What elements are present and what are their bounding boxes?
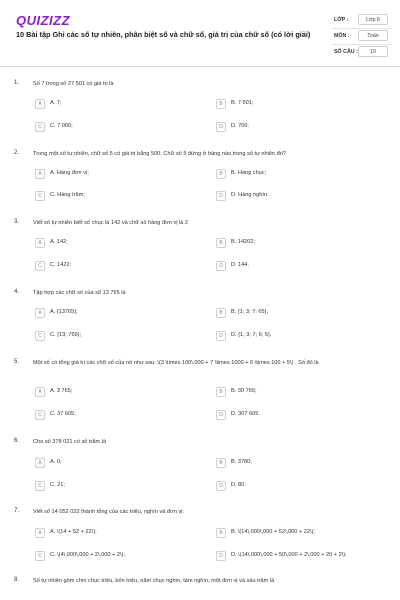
option-letter-box: A <box>35 458 45 468</box>
question-text: Cho số 378 021 có số trăm là <box>33 439 107 445</box>
document-title: 10 Bài tập Ghi các số tự nhiên, phân biệt số và chữ số, giá trị của chữ số (có lời giải) <box>16 30 311 39</box>
question-text: Một số có tổng giá trị các chữ số của nó như sau: \(3 \times 100\,000 + 7 \times 1000 + 6 \times 100 + 5\) . Số đó là <box>33 360 319 366</box>
subject-label: MÔN : <box>334 33 350 39</box>
option-letter-box: D <box>216 410 226 420</box>
option-letter-box: A <box>35 99 45 109</box>
option-text: B. Hàng chục; <box>231 170 267 176</box>
option-letter-box: C <box>35 191 45 201</box>
option-letter-box: C <box>35 261 45 271</box>
option-letter-box: B <box>216 308 226 318</box>
option-text: D. 307 605. <box>231 411 260 417</box>
option-text: C. 37 605; <box>50 411 76 417</box>
option-letter-box: D <box>216 481 226 491</box>
option-letter-box: A <box>35 308 45 318</box>
question-text: Viết số tự nhiên biết số chục là 142 và chữ số hàng đơn vị là 2 <box>33 220 189 226</box>
question-number: 1. <box>14 80 20 86</box>
header-divider <box>0 66 400 67</box>
option-letter-box: D <box>216 261 226 271</box>
option-letter-box: B <box>216 458 226 468</box>
option-text: D. \(14\,000\,000 + 50\,000 + 2\,000 + 20 + 2\); <box>231 552 347 558</box>
option-letter-box: C <box>35 481 45 491</box>
option-letter-box: B <box>216 99 226 109</box>
grade-label: LỚP : <box>334 17 349 23</box>
question-text: Số tự nhiên gồm chín chục triệu, bốn triệu, năm chục nghìn, tám nghìn, một đơn vị và sáu trăm là <box>33 578 275 584</box>
option-letter-box: A <box>35 387 45 397</box>
option-text: C. Hàng trăm; <box>50 192 85 198</box>
option-text: B. \(14\,000\,000 + 52\,000 + 22\); <box>231 529 315 535</box>
option-text: A. 3 765; <box>50 388 73 394</box>
question-number: 2. <box>14 150 20 156</box>
option-text: D. 144. <box>231 262 250 268</box>
question-number: 7. <box>14 508 20 514</box>
option-letter-box: C <box>35 331 45 341</box>
option-text: B. {1; 3; 7; 65}; <box>231 309 269 315</box>
document-header <box>0 0 400 66</box>
option-text: A. {13765}; <box>50 309 78 315</box>
option-text: A. 0; <box>50 459 62 465</box>
option-text: C. \(4\,000\,000 + 2\,000 + 2\); <box>50 552 125 558</box>
option-text: D. Hàng nghìn. <box>231 192 269 198</box>
option-letter-box: B <box>216 528 226 538</box>
option-text: C. 21; <box>50 482 65 488</box>
question-count-value: 10 <box>358 46 388 57</box>
meta-divider <box>332 44 390 45</box>
option-text: D. {1; 3; 7; 6; 5}. <box>231 332 272 338</box>
meta-divider <box>332 28 390 29</box>
option-letter-box: A <box>35 169 45 179</box>
option-text: A. \(14 + 52 + 22\); <box>50 529 97 535</box>
option-letter-box: C <box>35 122 45 132</box>
option-letter-box: D <box>216 551 226 561</box>
option-letter-box: B <box>216 169 226 179</box>
option-letter-box: D <box>216 191 226 201</box>
option-letter-box: A <box>35 528 45 538</box>
option-text: C. {13; 765}; <box>50 332 82 338</box>
option-text: B. 7 501; <box>231 100 254 106</box>
option-text: B. 3780; <box>231 459 252 465</box>
option-letter-box: C <box>35 410 45 420</box>
question-text: Tập hợp các chữ số của số 13 765 là <box>33 290 126 296</box>
subject-value: Toán <box>358 30 388 41</box>
question-number: 4. <box>14 289 20 295</box>
option-text: C. 7 000; <box>50 123 73 129</box>
question-number: 3. <box>14 219 20 225</box>
option-text: B. 30 765; <box>231 388 257 394</box>
question-text: Viết số 14 052 022 thành tổng của các triệu, nghìn và đơn vị: <box>33 509 184 515</box>
question-number: 8. <box>14 577 20 583</box>
option-text: A. Hàng đơn vị; <box>50 170 89 176</box>
option-text: D. 700. <box>231 123 250 129</box>
quizizz-logo: QUIZIZZ <box>16 13 71 28</box>
option-text: C. 1422; <box>50 262 72 268</box>
option-text: D. 80. <box>231 482 246 488</box>
option-letter-box: C <box>35 551 45 561</box>
option-letter-box: D <box>216 122 226 132</box>
option-text: B. 14202; <box>231 239 255 245</box>
question-number: 5. <box>14 359 20 365</box>
question-text: Số 7 trong số 27 501 có giá trị là <box>33 81 114 87</box>
option-letter-box: B <box>216 238 226 248</box>
grade-value: Lớp 6 <box>358 14 388 25</box>
option-letter-box: A <box>35 238 45 248</box>
question-count-label: SỐ CÂU : <box>334 49 358 55</box>
option-letter-box: D <box>216 331 226 341</box>
question-text: Trong một số tự nhiên, chữ số 5 có giá trị bằng 500. Chữ số 5 đứng ở hàng nào trong số tự nhiên đó? <box>33 151 286 157</box>
option-letter-box: B <box>216 387 226 397</box>
question-number: 6. <box>14 438 20 444</box>
option-text: A. 7; <box>50 100 62 106</box>
option-text: A. 142; <box>50 239 68 245</box>
